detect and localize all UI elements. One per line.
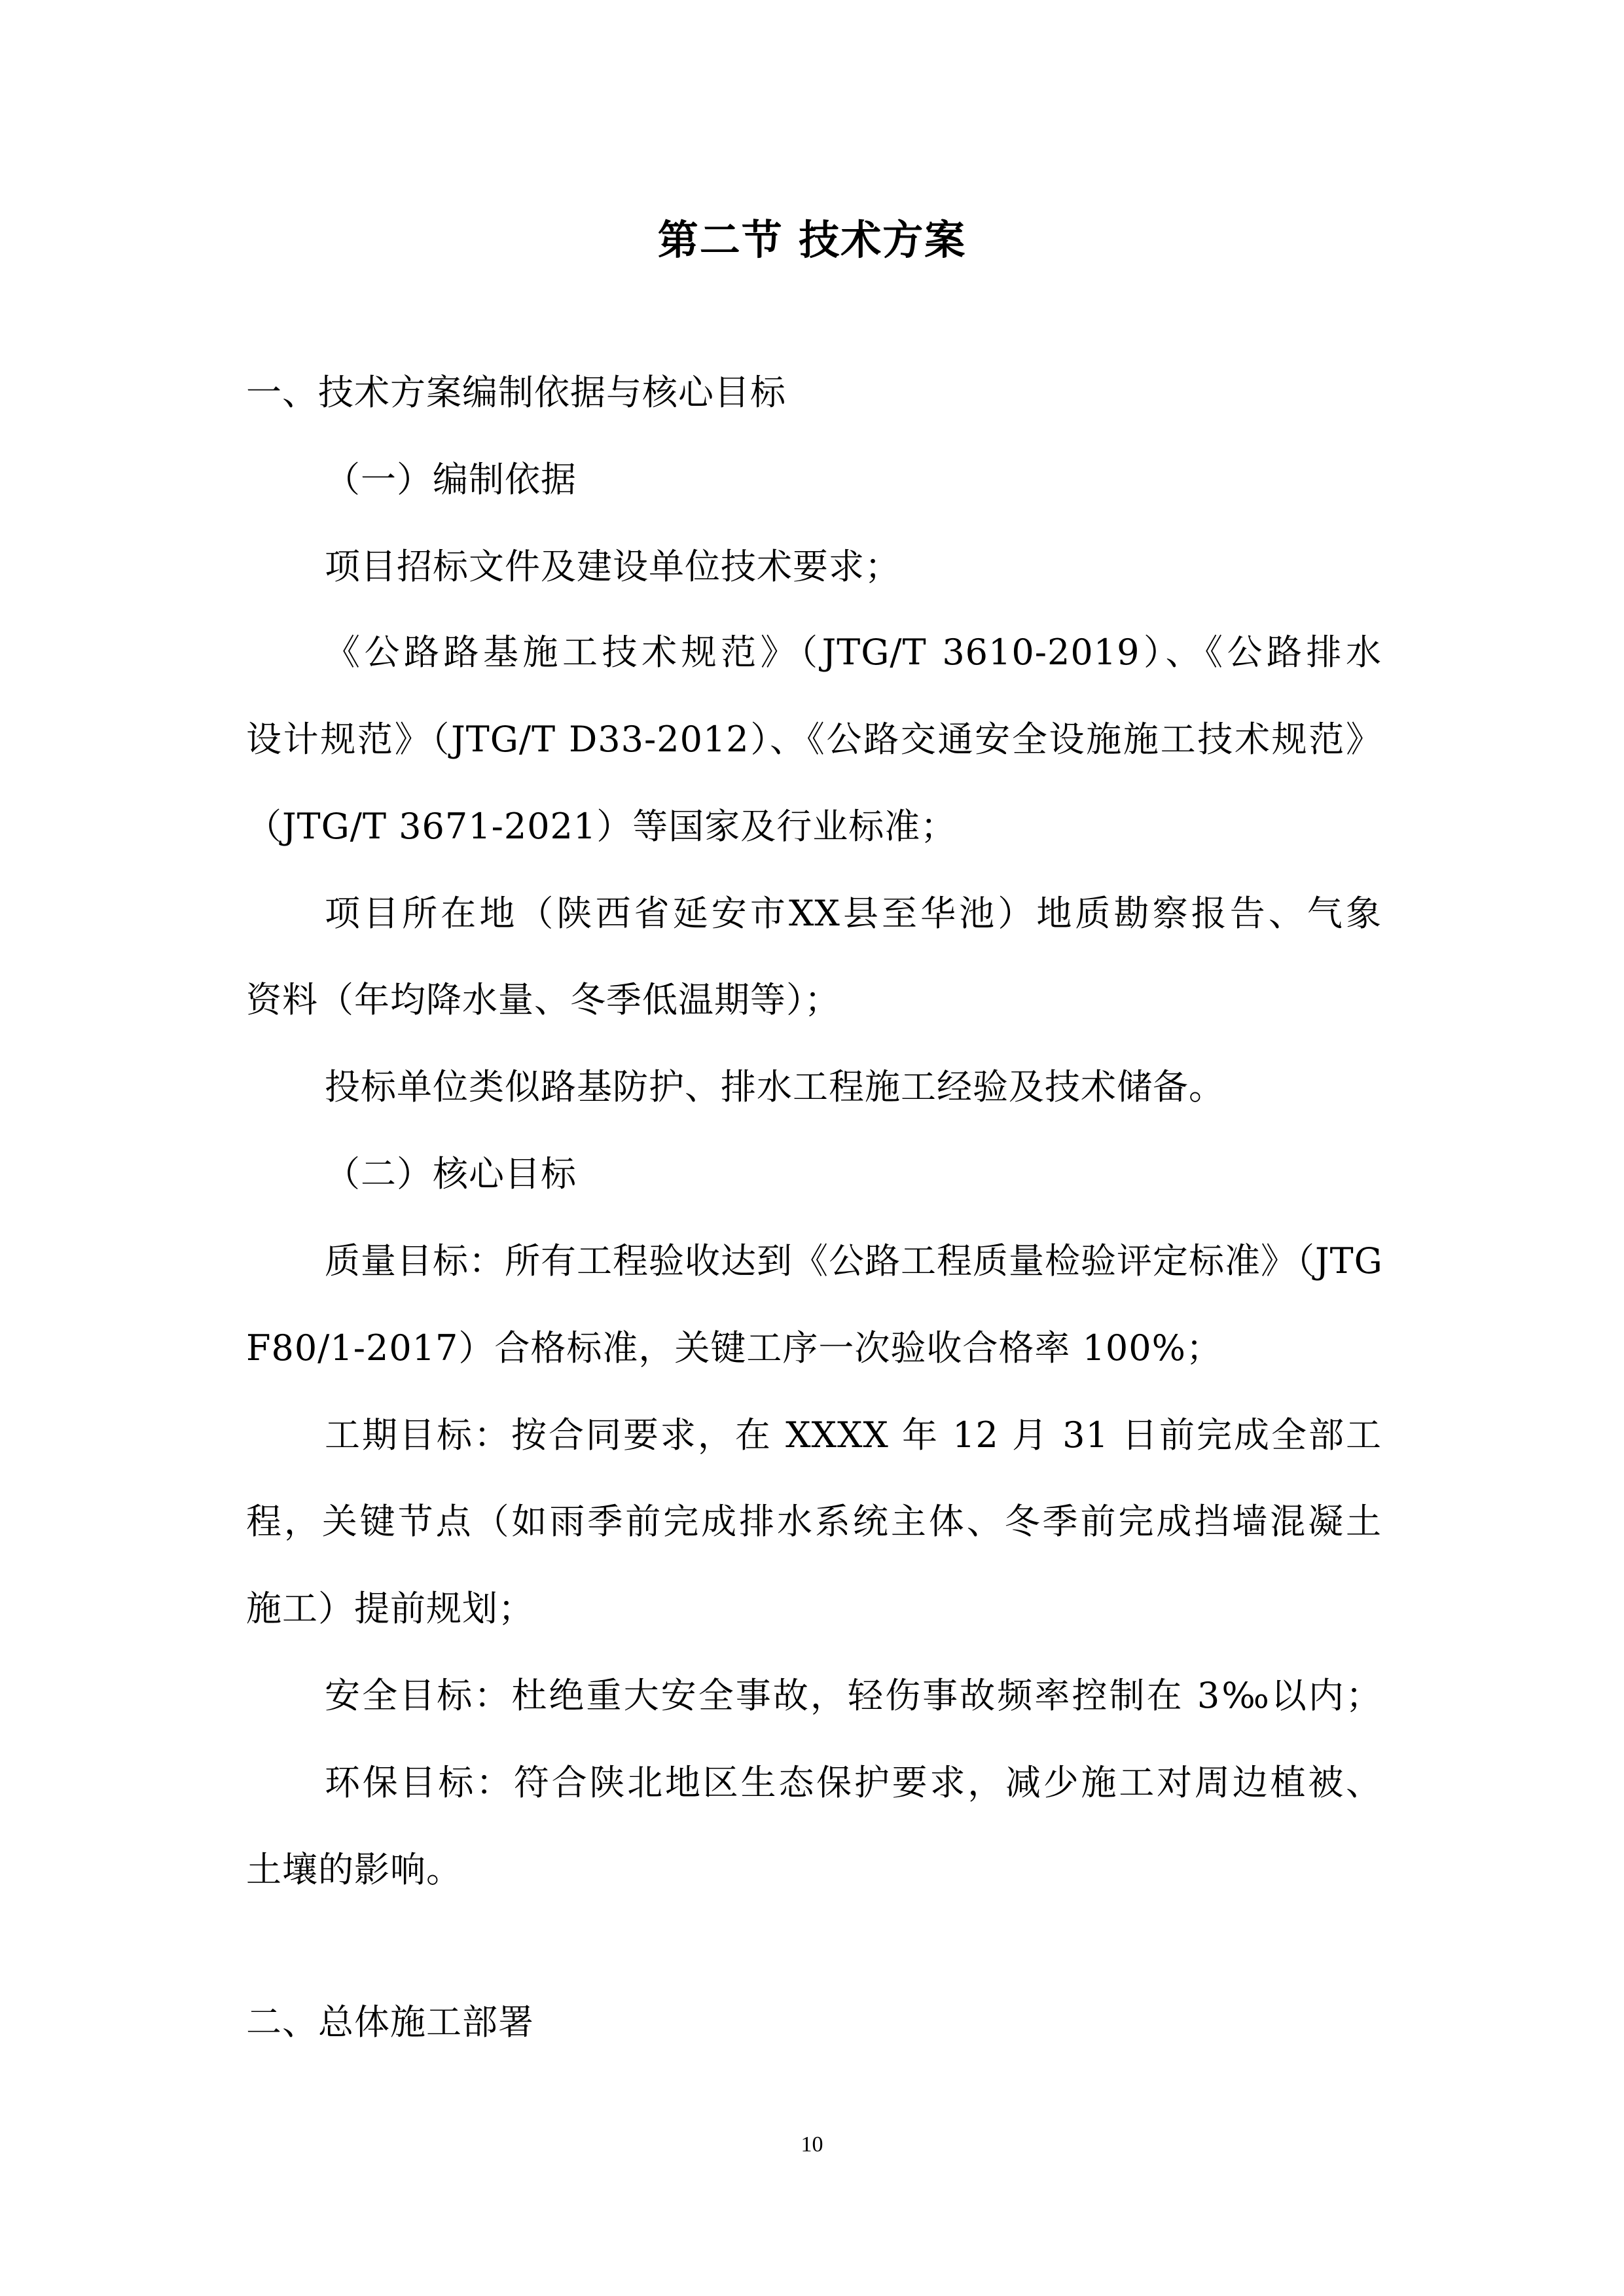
goal-schedule-line1: 工期目标：按合同要求，在 XXXX 年 12 月 31 日前完成全部工 (325, 1414, 1382, 1456)
basis-item-experience: 投标单位类似路基防护、排水工程施工经验及技术储备。 (325, 1066, 1225, 1107)
basis-item-standards-line3: （JTG/T 3671-2021）等国家及行业标准； (246, 806, 957, 847)
goal-quality-line1: 质量目标：所有工程验收达到《公路工程质量检验评定标准》（JTG (325, 1240, 1383, 1282)
basis-item-standards-line2: 设计规范》（JTG/T D33-2012）、《公路交通安全设施施工技术规范》 (246, 719, 1382, 760)
page-number: 10 (801, 2132, 823, 2157)
basis-item-survey-line1: 项目所在地（陕西省延安市XX县至华池）地质勘察报告、气象 (325, 893, 1382, 934)
goal-safety: 安全目标：杜绝重大安全事故，轻伤事故频率控制在 3‰以内； (325, 1675, 1382, 1716)
subsection-heading-basis: （一）编制依据 (325, 459, 577, 500)
basis-item-standards-line1: 《公路路基施工技术规范》（JTG/T 3610-2019）、《公路排水 (325, 632, 1382, 673)
goal-quality-line2: F80/1-2017）合格标准，关键工序一次验收合格率 100%； (246, 1327, 1222, 1369)
goal-schedule-line3: 施工）提前规划； (246, 1588, 534, 1629)
section-heading-basis-goals: 一、技术方案编制依据与核心目标 (246, 372, 786, 413)
basis-item-survey-line2: 资料（年均降水量、冬季低温期等）； (246, 979, 840, 1020)
goal-environment-line1: 环保目标：符合陕北地区生态保护要求，减少施工对周边植被、 (325, 1762, 1382, 1803)
goal-schedule-line2: 程，关键节点（如雨季前完成排水系统主体、冬季前完成挡墙混凝土 (246, 1501, 1382, 1542)
subsection-heading-goals: （二）核心目标 (325, 1153, 577, 1194)
section-heading-deployment: 二、总体施工部署 (246, 2001, 534, 2043)
goal-environment-line2: 土壤的影响。 (246, 1849, 462, 1890)
page-title: 第二节 技术方案 (657, 216, 967, 264)
basis-item-tender-docs: 项目招标文件及建设单位技术要求； (325, 546, 901, 587)
